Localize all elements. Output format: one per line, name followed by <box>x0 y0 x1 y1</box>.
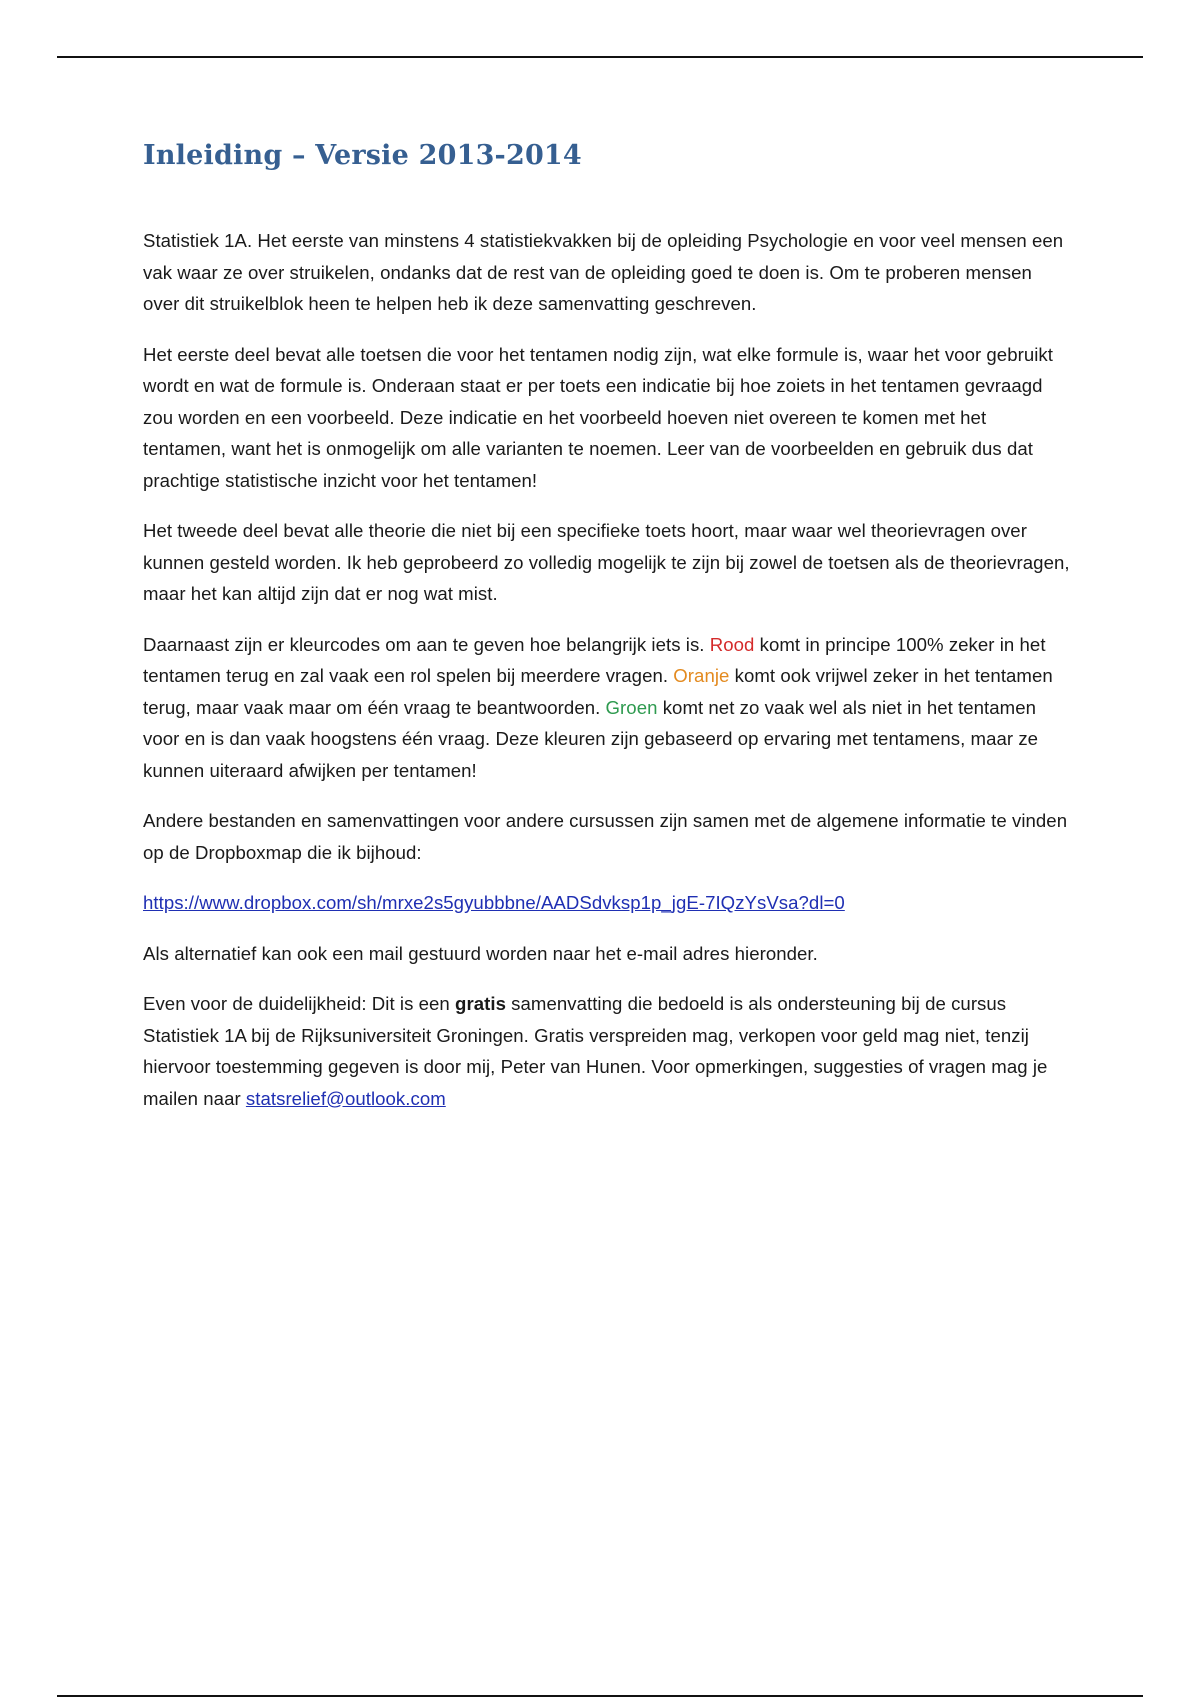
page-title: Inleiding – Versie 2013-2014 <box>143 140 582 171</box>
paragraph-disclaimer <box>143 988 1073 1114</box>
top-divider <box>57 56 1143 58</box>
disclaimer-text-2: samenvatting die bedoeld is als ondersteuning bij de cursus Statistiek 1A bij de Rijksuniversiteit Groningen. Gratis verspreiden mag, verkopen voor geld mag niet, tenzij hiervoor toestemming gegeven is door mij, Peter van Hunen. Voor opmerkingen, suggesties of vragen mag je mailen naar <box>143 993 1048 1109</box>
paragraph-second-part: Het tweede deel bevat alle theorie die niet bij een specifieke toets hoort, maar waar wel theorievragen over kunnen gesteld worden. Ik heb geprobeerd zo volledig mogelijk te zijn bij zowel de toetsen als de theorievragen, maar het kan altijd zijn dat er nog wat mist. <box>143 520 1070 604</box>
disclaimer-bold-gratis: gratis <box>455 993 506 1014</box>
color-code-green: Groen <box>605 696 658 718</box>
email-link[interactable]: statsrelief@outlook.com <box>245 1087 446 1109</box>
paragraph-color-codes <box>143 629 1073 787</box>
color-codes-text-2: komt in principe 100% zeker in het tentamen terug en zal vaak een rol spelen bij meerdere vragen. <box>143 633 1046 686</box>
bottom-divider <box>57 1695 1143 1697</box>
paragraph-intro: Statistiek 1A. Het eerste van minstens 4 statistiekvakken bij de opleiding Psychologie en voor veel mensen een vak waar ze over struikelen, ondanks dat de rest van de opleiding goed te doen is. Om te proberen mensen over dit struikelblok heen te helpen heb ik deze samenvatting geschreven. <box>143 230 1064 314</box>
disclaimer-text-1: Even voor de duidelijkheid: Dit is een <box>143 993 456 1014</box>
color-codes-text-1: Daarnaast zijn er kleurcodes om aan te geven hoe belangrijk iets is. <box>143 633 710 655</box>
color-codes-text-4: komt net zo vaak wel als niet in het tentamen voor en is dan vaak hoogstens één vraag. Deze kleuren zijn gebaseerd op ervaring met tentamens, maar ze kunnen uiteraard afwijken per tentamen! <box>143 696 1039 781</box>
color-codes-text-3: komt ook vrijwel zeker in het tentamen terug, maar vaak maar om één vraag te beantwoorden. <box>143 665 1053 718</box>
paragraph-dropbox: Andere bestanden en samenvattingen voor andere cursussen zijn samen met de algemene informatie te vinden op de Dropboxmap die ik bijhoud: <box>143 810 1068 863</box>
dropbox-link[interactable]: https://www.dropbox.com/sh/mrxe2s5gyubbbne/AADSdvksp1p_jgE-7IQzYsVsa?dl=0 <box>143 892 845 913</box>
color-code-red: Rood <box>709 633 755 655</box>
paragraph-first-part: Het eerste deel bevat alle toetsen die voor het tentamen nodig zijn, wat elke formule is, waar het voor gebruikt wordt en wat de formule is. Onderaan staat er per toets een indicatie bij hoe zoiets in het tentamen gevraagd zou worden en een voorbeeld. Deze indicatie en het voorbeeld hoeven niet overeen te komen met het tentamen, want het is onmogelijk om alle varianten te noemen. Leer van de voorbeelden en gebruik dus dat prachtige statistische inzicht voor het tentamen! <box>143 343 1053 491</box>
document-body <box>143 140 1073 1133</box>
color-code-orange: Oranje <box>673 665 730 686</box>
paragraph-alternative: Als alternatief kan ook een mail gestuurd worden naar het e-mail adres hieronder. <box>143 942 818 964</box>
paragraph-link <box>143 887 1073 919</box>
